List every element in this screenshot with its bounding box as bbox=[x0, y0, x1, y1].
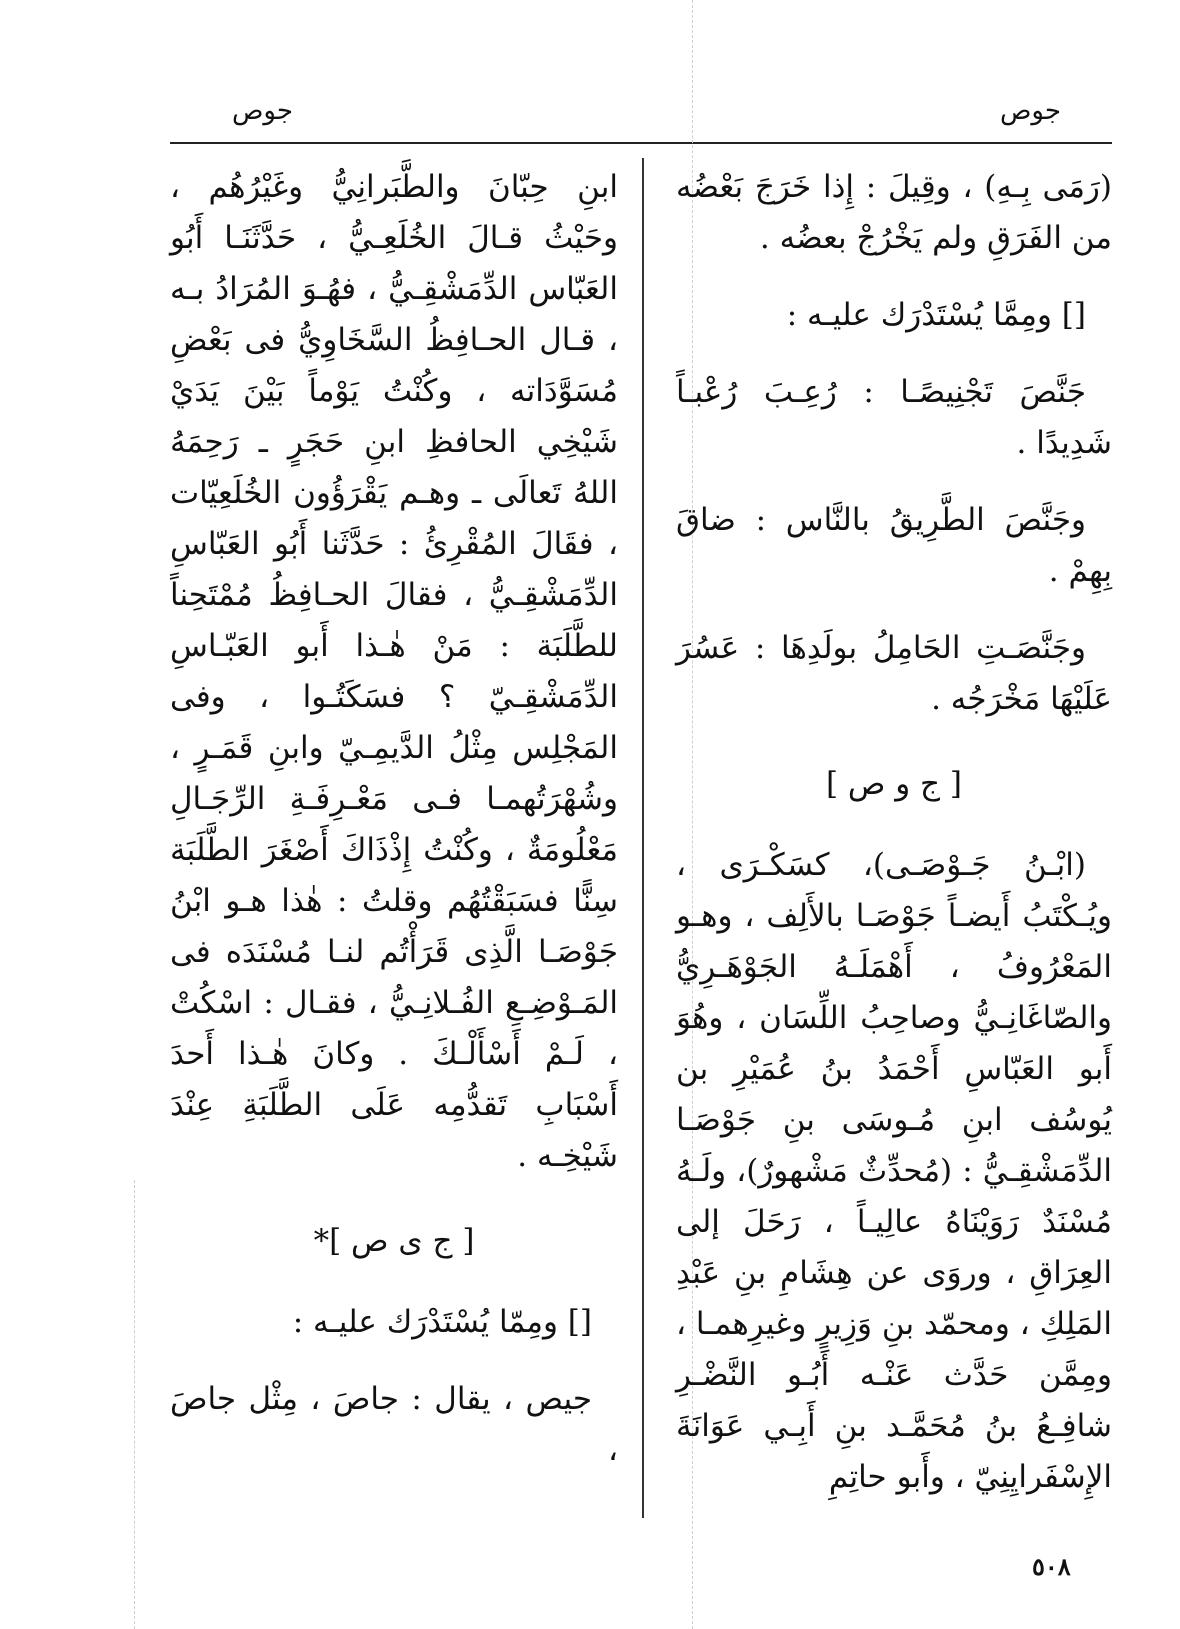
scan-artifact-line bbox=[134, 1180, 135, 1629]
page-number: ٥٠٨ bbox=[1032, 1552, 1071, 1581]
right-column bbox=[676, 162, 1112, 1503]
mustadrak-label: [] ومِمَّا يُسْتَدْرَك عليـه : bbox=[786, 297, 1086, 333]
mustadrak-label: [] ومِمّا يُسْتَدْرَك عليـه : bbox=[292, 1304, 592, 1340]
paragraph: (ابْـنُ جَـوْصَـى)، كسَكْـرَى ، ويُـكْتَبُ أَيضـاً جَوْصَـا بالأَلِف ، وهـو المَعْرُوفُ ، أَهْمَلَـهُ الجَوْهَـرِيُّ والصّاغَانِـيُّ وصاحِبُ اللِّسَان ، وهُوَ أَبو العَبّاسِ أَحْمَدُ بنُ عُمَيْرِ بن يُوسُف ابنِ مُـوسَى بنِ جَوْصَـا الدِّمَشْقِـيُّ : (مُحدِّثٌ مَشْهورٌ)، ولَـهُ مُسْنَدٌ رَوَيْنَاهُ عالِيـاً ، رَحَلَ إلى العِرَاقِ ، وروَى عن هِشَامِ بنِ عَبْدِ المَلِكِ ، ومحمّد بنِ وَزِيرٍ وغيرِهمـا ، ومِمَّن حَدَّث عَنْـه أَبُـو النَّضْـرِ شافِـعُ بنُ مُحَمَّـد بنِ أَبِـي عَوَانَةَ الإِسْفَرايِنِيّ ، وأَبو حاتِمِ bbox=[676, 847, 1112, 1495]
running-head-left: جوص bbox=[232, 96, 293, 126]
paragraph: جيص ، يقال : جاصَ ، مِثْل جاصَ ، bbox=[170, 1381, 618, 1468]
running-head-right: جوص bbox=[1000, 96, 1061, 126]
entry-heading: [ ج ى ص ]* bbox=[313, 1223, 475, 1259]
left-column bbox=[170, 162, 618, 1476]
column-divider bbox=[642, 158, 644, 1518]
paragraph: وجَنَّصَـتِ الحَامِلُ بولَدِهَا : عَسُرَ عَلَيْهَا مَخْرَجُه . bbox=[676, 630, 1112, 717]
entry-heading: [ ج و ص ] bbox=[825, 766, 963, 802]
paragraph: (رَمَى بِـهِ) ، وقِيلَ : إِذا خَرَجَ بَعْضُه من الفَرَقِ ولم يَخْرُجْ بعضُه . bbox=[676, 169, 1112, 256]
paragraph: جَنَّصَ تَجْنِيصًـا : رُعِـبَ رُعْبـاً شَدِيدًا . bbox=[676, 374, 1112, 461]
paragraph: ابنِ حِبّانَ والطَّبَرانِيُّ وغَيْرُهُم ، وحَيْثُ قـالَ الخُلَعِـيُّ ، حَدَّثَنَـا أَبُو العَبّاس الدِّمَشْقِـيُّ ، فهُـوَ المُرَادُ بـه ، قـال الحـافِظُ السَّخَاوِيُّ فى بَعْضِ مُسَوَّدَاته ، وكُنْتُ يَوْماً بَيْنَ يَدَيْ شَيْخِي الحافظِ ابنِ حَجَرٍ ـ رَحِمَهُ اللهُ تَعالَى ـ وهـم يَقْرَؤُون الخُلَعِيّات ، فقَالَ المُقْرِئُ : حَدَّثَنا أَبُو العَبّاسِ الدِّمَشْقِـيُّ ، فقالَ الحـافِظُ مُمْتَحِناً للطَّلَبَة : مَنْ هٰـذا أَبو العَبّـاسِ الدِّمَشْقِـيّ ؟ فسَكَتُـوا ، وفى المَجْلِس مِثْلُ الدَّيمِـيّ وابنِ قَمَـرٍ ، وشُهْرَتُهمـا فـى مَعْـرِفَـةِ الرِّجَـالِ مَعْلُومَةٌ ، وكُنْتُ إِذْذَاكَ أَصْغَرَ الطَّلَبَة سِنًّا فسَبَقْتُهُم وقلتُ : هٰذا هـو ابْنُ جَوْصَـا الَّذِى قَرَأْتُم لنـا مُسْنَدَه فى المَـوْضِـعِ الفُـلانِـيُّ ، فقـال : اسْكُتْ ، لَـمْ أَسْأَلْـكَ . وكانَ هٰـذا أَحدَ أَسْبَابِ تَقدُّمِه عَلَى الطَّلَبَةِ عِنْدَ شَيْخِـه . bbox=[170, 169, 618, 1174]
header-rule bbox=[170, 142, 1112, 144]
paragraph: وجَنَّصَ الطَّرِيقُ بالنَّاس : ضاقَ بِهِمْ . bbox=[676, 502, 1112, 589]
